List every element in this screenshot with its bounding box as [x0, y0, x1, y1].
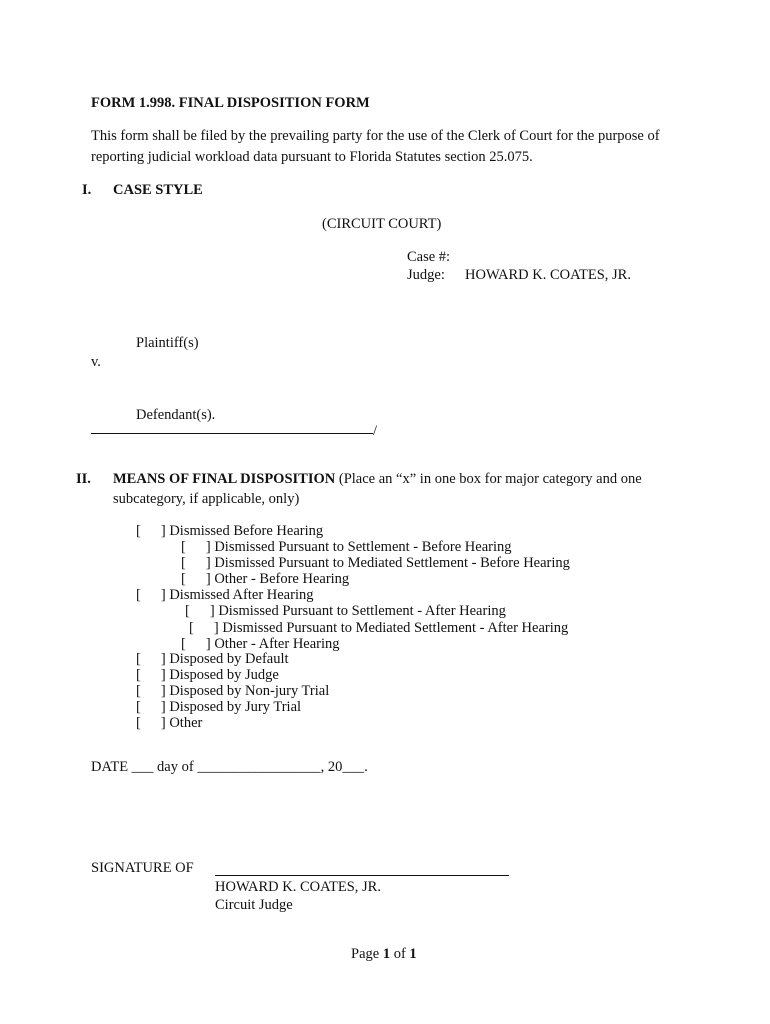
- section-2-number: II.: [76, 471, 91, 487]
- defendant-label: Defendant(s).: [136, 407, 216, 423]
- section-1-heading: CASE STYLE: [113, 182, 203, 198]
- checkbox-open: [: [136, 683, 141, 699]
- checkbox-open: [: [181, 571, 186, 587]
- checkbox-open: [: [136, 587, 141, 603]
- checkbox-close: ]: [205, 636, 211, 652]
- checkbox-close: ]: [213, 620, 219, 636]
- checkbox-open: [: [136, 667, 141, 683]
- checkbox-open: [: [136, 651, 141, 667]
- option-label: Dismissed Before Hearing: [169, 523, 324, 539]
- page-prefix: Page: [351, 946, 380, 962]
- case-number-label: Case #:: [407, 249, 451, 265]
- page-current: 1: [382, 946, 391, 962]
- form-intro: This form shall be filed by the prevailing party for the use of the Clerk of Court for the purpose of reporting judicial workload data pursuant to Florida Statutes section 25.075.: [91, 128, 660, 165]
- checkbox-close: ]: [205, 555, 211, 571]
- checkbox-close: ]: [160, 651, 166, 667]
- section-2-heading-line: [113, 471, 642, 488]
- case-style-rule: [91, 433, 373, 434]
- judge-name: HOWARD K. COATES, JR.: [465, 267, 631, 283]
- disposition-option[interactable]: [181, 539, 512, 556]
- checkbox-open: [: [181, 636, 186, 652]
- signer-title: Circuit Judge: [215, 897, 293, 913]
- checkbox-open: [: [181, 539, 186, 555]
- plaintiff-label: Plaintiff(s): [136, 335, 199, 351]
- option-label: Other - After Hearing: [214, 636, 340, 652]
- option-label: Other: [169, 715, 203, 731]
- judge-label: Judge:: [407, 267, 445, 283]
- signer-name: HOWARD K. COATES, JR.: [215, 879, 381, 895]
- disposition-option[interactable]: [136, 699, 301, 716]
- page-indicator: [351, 946, 417, 963]
- disposition-option[interactable]: [136, 523, 323, 540]
- form-title: FORM 1.998. FINAL DISPOSITION FORM: [91, 95, 370, 111]
- checkbox-close: ]: [160, 699, 166, 715]
- disposition-option[interactable]: [136, 651, 289, 668]
- checkbox-open: [: [189, 620, 194, 636]
- court-label: (CIRCUIT COURT): [322, 216, 442, 232]
- page-of: of: [393, 946, 406, 962]
- checkbox-open: [: [136, 715, 141, 731]
- date-line: DATE ___ day of _________________, 20___.: [91, 759, 368, 775]
- section-2-heading: MEANS OF FINAL DISPOSITION: [113, 471, 336, 487]
- option-label: Disposed by Jury Trial: [169, 699, 302, 715]
- signature-line[interactable]: [215, 875, 509, 876]
- page-total: 1: [409, 946, 417, 962]
- option-label: Dismissed Pursuant to Mediated Settlement - Before Hearing: [214, 555, 570, 571]
- section-1-number: I.: [82, 182, 92, 198]
- option-label: Disposed by Non-jury Trial: [169, 683, 330, 699]
- checkbox-close: ]: [160, 523, 166, 539]
- checkbox-close: ]: [205, 571, 211, 587]
- checkbox-close: ]: [160, 715, 166, 731]
- disposition-option[interactable]: [181, 571, 349, 588]
- option-label: Disposed by Judge: [169, 667, 279, 683]
- signature-label: SIGNATURE OF: [91, 860, 194, 876]
- checkbox-close: ]: [209, 603, 215, 619]
- checkbox-close: ]: [160, 683, 166, 699]
- disposition-option[interactable]: [189, 620, 568, 637]
- option-label: Dismissed Pursuant to Mediated Settlement - After Hearing: [222, 620, 569, 636]
- checkbox-close: ]: [160, 587, 166, 603]
- checkbox-close: ]: [160, 667, 166, 683]
- section-2-instruction-cont: subcategory, if applicable, only): [113, 491, 300, 507]
- option-label: Dismissed After Hearing: [169, 587, 314, 603]
- versus-label: v.: [91, 354, 101, 370]
- disposition-option[interactable]: [136, 683, 329, 700]
- checkbox-open: [: [136, 699, 141, 715]
- checkbox-open: [: [185, 603, 190, 619]
- option-label: Dismissed Pursuant to Settlement - Before Hearing: [214, 539, 512, 555]
- section-2-instruction: (Place an “x” in one box for major category and one: [338, 471, 642, 487]
- case-style-slash: /: [373, 423, 378, 439]
- checkbox-open: [: [181, 555, 186, 571]
- checkbox-open: [: [136, 523, 141, 539]
- disposition-option[interactable]: [136, 667, 279, 684]
- disposition-option[interactable]: [181, 555, 570, 572]
- disposition-option[interactable]: [136, 587, 313, 604]
- option-label: Disposed by Default: [169, 651, 289, 667]
- disposition-option[interactable]: [136, 715, 202, 732]
- option-label: Other - Before Hearing: [214, 571, 350, 587]
- option-label: Dismissed Pursuant to Settlement - After Hearing: [218, 603, 506, 619]
- disposition-option[interactable]: [185, 603, 506, 620]
- checkbox-close: ]: [205, 539, 211, 555]
